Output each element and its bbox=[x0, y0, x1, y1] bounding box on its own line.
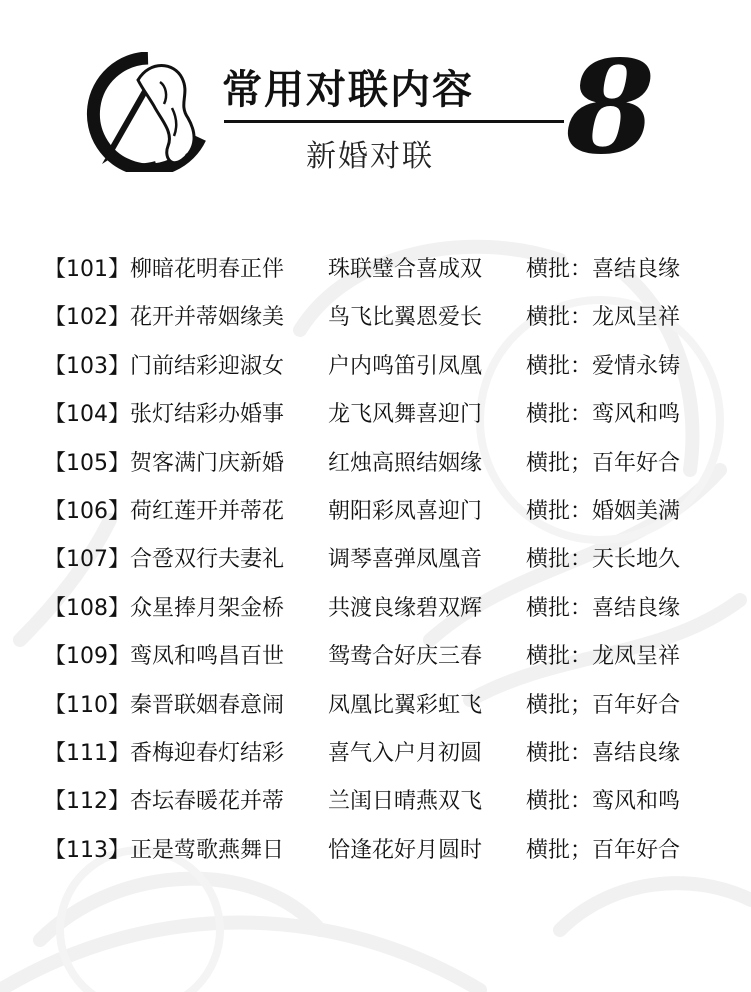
lower-line: 朝阳彩凤喜迎门 bbox=[328, 498, 483, 524]
couplet-row bbox=[44, 591, 724, 639]
lower-line: 龙飞风舞喜迎门 bbox=[328, 402, 483, 428]
upper-line: 鸾凤和鸣昌百世 bbox=[130, 644, 285, 670]
couplet-row bbox=[44, 784, 724, 832]
horizontal-scroll: 横批：爱情永铸 bbox=[526, 353, 681, 379]
horizontal-scroll: 横批；百年好合 bbox=[526, 692, 681, 718]
couplet-row bbox=[44, 446, 724, 494]
upper-line: 荷红莲开并蒂花 bbox=[130, 498, 285, 524]
horizontal-scroll: 横批；百年好合 bbox=[526, 450, 681, 476]
upper-line: 秦晋联姻春意闹 bbox=[130, 692, 285, 718]
horizontal-scroll: 横批：鸾风和鸣 bbox=[526, 402, 681, 428]
couplet-number: 【105】 bbox=[44, 450, 130, 476]
lower-line: 调琴喜弹凤凰音 bbox=[328, 547, 483, 573]
horizontal-scroll: 横批：喜结良缘 bbox=[526, 257, 681, 282]
lower-line: 兰闺日晴燕双飞 bbox=[328, 789, 483, 815]
horizontal-scroll: 横批：喜结良缘 bbox=[526, 595, 681, 621]
lower-line: 共渡良缘碧双辉 bbox=[328, 595, 483, 621]
upper-line: 张灯结彩办婚事 bbox=[130, 402, 285, 428]
couplet-row bbox=[44, 300, 724, 348]
header bbox=[0, 0, 751, 210]
couplet-row bbox=[44, 639, 724, 687]
horizontal-scroll: 横批：鸾风和鸣 bbox=[526, 789, 681, 815]
upper-line: 众星捧月架金桥 bbox=[130, 595, 285, 621]
horizontal-scroll: 横批：喜结良缘 bbox=[526, 740, 681, 766]
brush-moon-logo-icon bbox=[78, 52, 218, 172]
couplet-row bbox=[44, 542, 724, 590]
horizontal-scroll: 横批：龙凤呈祥 bbox=[526, 305, 681, 331]
lower-line: 凤凰比翼彩虹飞 bbox=[328, 692, 483, 718]
couplet-number: 【108】 bbox=[44, 595, 130, 621]
lower-line: 鸳鸯合好庆三春 bbox=[328, 644, 483, 670]
page-title: 常用对联内容 bbox=[222, 67, 474, 113]
couplet-number: 【107】 bbox=[44, 547, 130, 573]
couplet-number: 【101】 bbox=[44, 257, 130, 282]
lower-line: 户内鸣笛引凤凰 bbox=[328, 353, 483, 379]
horizontal-scroll: 横批：婚姻美满 bbox=[526, 498, 681, 524]
volume-number: 8 bbox=[566, 33, 656, 183]
couplet-number: 【113】 bbox=[44, 837, 130, 863]
lower-line: 恰逢花好月圆时 bbox=[328, 837, 483, 863]
lower-line: 珠联璧合喜成双 bbox=[328, 257, 483, 282]
couplet-list bbox=[44, 252, 724, 881]
couplet-row bbox=[44, 494, 724, 542]
page-subtitle: 新婚对联 bbox=[306, 139, 434, 174]
couplet-row bbox=[44, 736, 724, 784]
upper-line: 门前结彩迎淑女 bbox=[130, 353, 285, 379]
lower-line: 红烛高照结姻缘 bbox=[328, 450, 483, 476]
couplet-number: 【103】 bbox=[44, 353, 130, 379]
couplet-number: 【104】 bbox=[44, 402, 130, 428]
couplet-number: 【111】 bbox=[44, 740, 130, 766]
upper-line: 香梅迎春灯结彩 bbox=[130, 740, 285, 766]
upper-line: 贺客满门庆新婚 bbox=[130, 450, 285, 476]
couplet-row bbox=[44, 397, 724, 445]
couplet-row bbox=[44, 252, 724, 300]
couplet-row bbox=[44, 349, 724, 397]
horizontal-scroll: 横批：天长地久 bbox=[526, 547, 681, 573]
upper-line: 杏坛春暖花并蒂 bbox=[130, 789, 285, 815]
couplet-number: 【102】 bbox=[44, 305, 130, 331]
lower-line: 喜气入户月初圆 bbox=[328, 740, 483, 766]
horizontal-scroll: 横批；百年好合 bbox=[526, 837, 681, 863]
upper-line: 正是莺歌燕舞日 bbox=[130, 837, 285, 863]
upper-line: 柳暗花明春正伴 bbox=[130, 257, 285, 282]
couplet-number: 【112】 bbox=[44, 789, 130, 815]
couplet-row bbox=[44, 833, 724, 881]
couplet-number: 【106】 bbox=[44, 498, 130, 524]
title-divider bbox=[224, 120, 564, 123]
couplet-number: 【110】 bbox=[44, 692, 130, 718]
lower-line: 鸟飞比翼恩爱长 bbox=[328, 305, 483, 331]
couplet-row bbox=[44, 688, 724, 736]
upper-line: 合卺双行夫妻礼 bbox=[130, 547, 285, 573]
upper-line: 花开并蒂姻缘美 bbox=[130, 305, 285, 331]
horizontal-scroll: 横批：龙凤呈祥 bbox=[526, 644, 681, 670]
couplet-number: 【109】 bbox=[44, 644, 130, 670]
